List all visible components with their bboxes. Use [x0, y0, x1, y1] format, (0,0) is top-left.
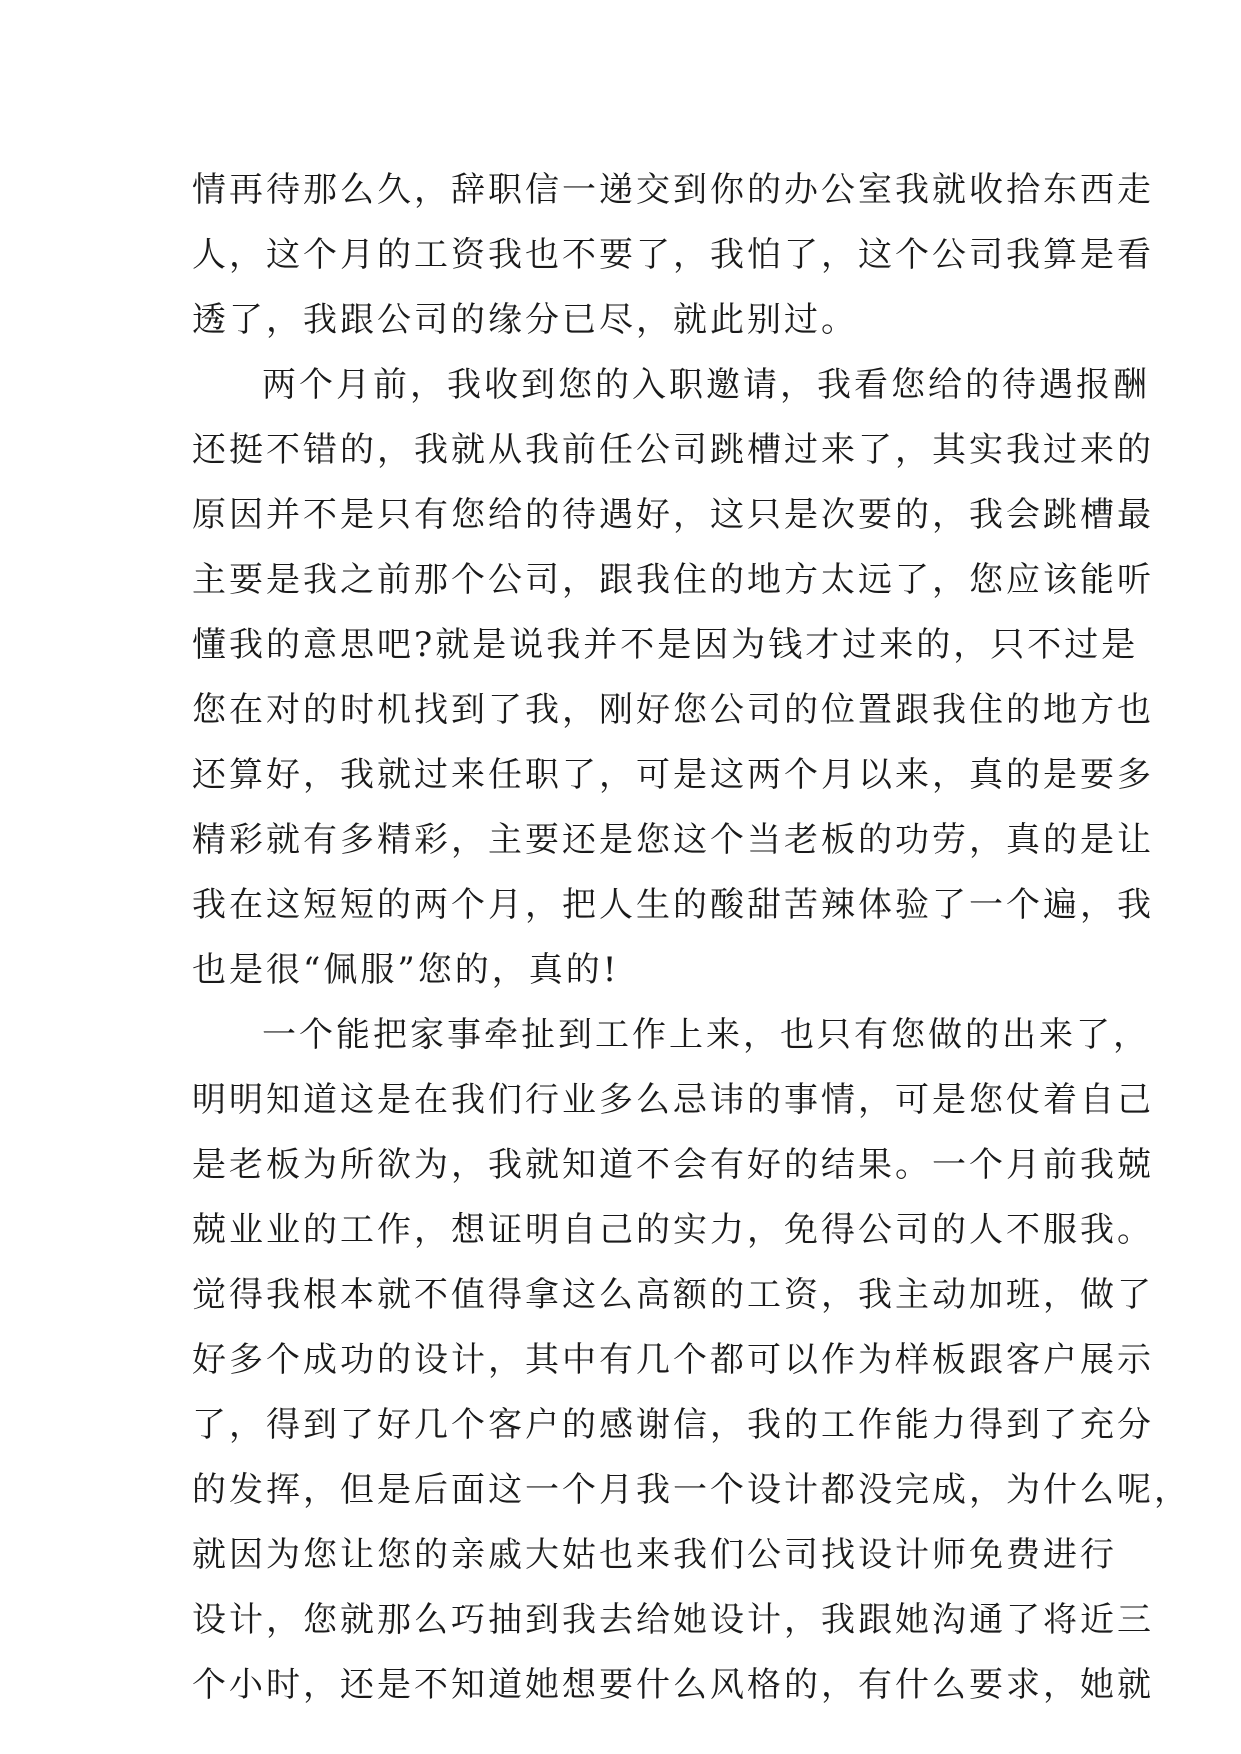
- text-line: 就因为您让您的亲戚大姑也来我们公司找设计师免费进行: [192, 1535, 1117, 1575]
- text-line: 好多个成功的设计，其中有几个都可以作为样板跟客户展示: [192, 1340, 1154, 1380]
- text-line: 是老板为所欲为，我就知道不会有好的结果。一个月前我兢: [192, 1145, 1154, 1185]
- text-line: 一个能把家事牵扯到工作上来，也只有您做的出来了，: [262, 1015, 1150, 1055]
- text-line: 的发挥，但是后面这一个月我一个设计都没完成，为什么呢，: [192, 1470, 1191, 1510]
- document-body: [192, 158, 1191, 1718]
- text-line: 我在这短短的两个月，把人生的酸甜苦辣体验了一个遍，我: [192, 885, 1154, 925]
- text-line: 人，这个月的工资我也不要了，我怕了，这个公司我算是看: [192, 235, 1154, 275]
- text-line: 设计，您就那么巧抽到我去给她设计，我跟她沟通了将近三: [192, 1600, 1154, 1640]
- text-line: 了，得到了好几个客户的感谢信，我的工作能力得到了充分: [192, 1405, 1154, 1445]
- text-line: 原因并不是只有您给的待遇好，这只是次要的，我会跳槽最: [192, 495, 1154, 535]
- text-line: 两个月前，我收到您的入职邀请，我看您给的待遇报酬: [262, 365, 1150, 405]
- text-line: 还挺不错的，我就从我前任公司跳槽过来了，其实我过来的: [192, 430, 1154, 470]
- text-line: 情再待那么久，辞职信一递交到你的办公室我就收拾东西走: [192, 170, 1154, 210]
- text-line: 还算好，我就过来任职了，可是这两个月以来，真的是要多: [192, 755, 1154, 795]
- text-line: 也是很“佩服”您的，真的!: [192, 950, 620, 990]
- text-line: 兢业业的工作，想证明自己的实力，免得公司的人不服我。: [192, 1210, 1154, 1250]
- text-line: 个小时，还是不知道她想要什么风格的，有什么要求，她就: [192, 1665, 1154, 1705]
- text-line: 明明知道这是在我们行业多么忌讳的事情，可是您仗着自己: [192, 1080, 1154, 1120]
- text-line: 您在对的时机找到了我，刚好您公司的位置跟我住的地方也: [192, 690, 1154, 730]
- text-line: 懂我的意思吧?就是说我并不是因为钱才过来的，只不过是: [192, 625, 1139, 665]
- text-line: 透了，我跟公司的缘分已尽，就此别过。: [192, 300, 858, 340]
- text-line: 精彩就有多精彩，主要还是您这个当老板的功劳，真的是让: [192, 820, 1154, 860]
- text-line: 主要是我之前那个公司，跟我住的地方太远了，您应该能听: [192, 560, 1154, 600]
- text-line: 觉得我根本就不值得拿这么高额的工资，我主动加班，做了: [192, 1275, 1154, 1315]
